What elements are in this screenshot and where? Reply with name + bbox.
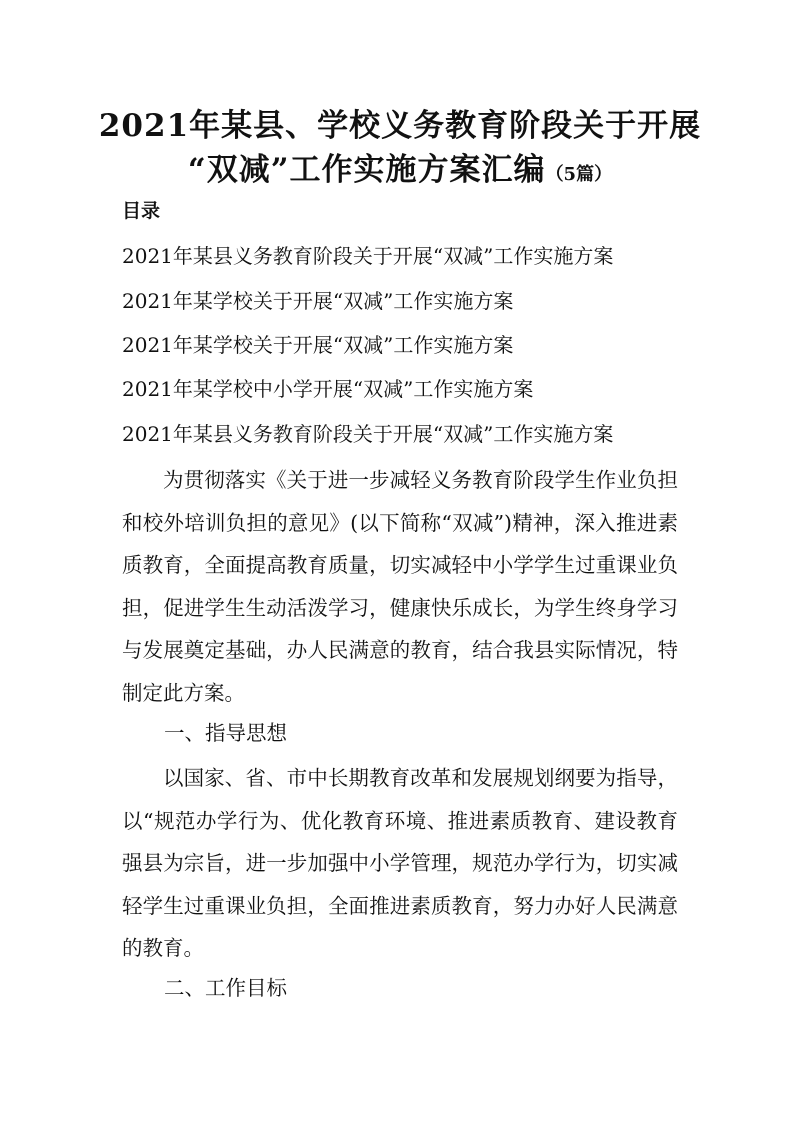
toc-item: 2021年某县义务教育阶段关于开展“双减”工作实施方案 — [122, 244, 614, 268]
toc-item: 2021年某学校中小学开展“双减”工作实施方案 — [122, 377, 534, 401]
toc-heading: 目录 — [122, 200, 161, 222]
document-title-main: “双减”工作实施方案汇编 — [187, 152, 546, 188]
toc-item: 2021年某学校关于开展“双减”工作实施方案 — [122, 333, 514, 357]
toc-item: 2021年某学校关于开展“双减”工作实施方案 — [122, 289, 514, 313]
section-heading-work-goals: 二、工作目标 — [164, 976, 287, 1000]
section-paragraph-guiding-ideology: 以国家、省、市中长期教育改革和发展规划纲要为指导，以“规范办学行为、优化教育环境、推进素质教育、建设教育强县为宗旨，进一步加强中小学管理，规范办学行为，切实减轻学生过重课业负担，全面推进素质教育，努力办好人民满意的教育。 — [122, 766, 678, 960]
document-title-line-1: 2021年某县、学校义务教育阶段关于开展 — [98, 108, 702, 144]
intro-paragraph: 为贯彻落实《关于进一步减轻义务教育阶段学生作业负担和校外培训负担的意见》(以下简称“双减”)精神，深入推进素质教育，全面提高教育质量，切实减轻中小学学生过重课业负担，促进学生生动活泼学习，健康快乐成长，为学生终身学习与发展奠定基础，办人民满意的教育，结合我县实际情况，特制定此方案。 — [122, 468, 678, 705]
section-heading-guiding-ideology: 一、指导思想 — [164, 721, 287, 745]
toc-item: 2021年某县义务教育阶段关于开展“双减”工作实施方案 — [122, 422, 614, 446]
document-title-line-2 — [0, 144, 800, 189]
document-title-count: （5篇） — [545, 164, 613, 185]
